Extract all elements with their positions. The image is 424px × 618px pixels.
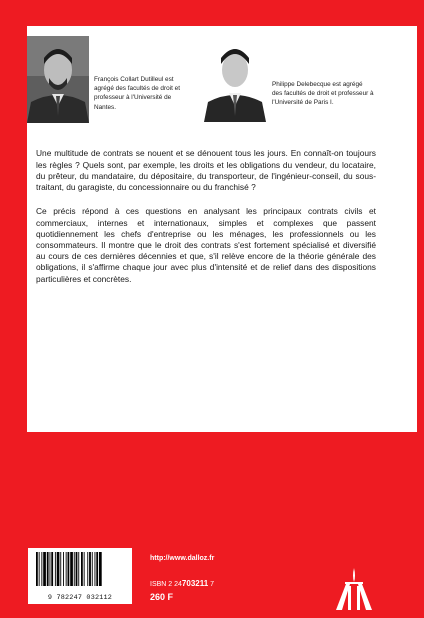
isbn-main: 703211 [181,579,209,588]
price: 260 F [150,592,174,602]
isbn-prefix: ISBN 2 24 [150,581,182,588]
isbn [150,579,214,588]
barcode-number: 9 782247 032112 [47,594,113,602]
description-paragraph-1: Une multitude de contrats se nouent et se dénouent tous les jours. En connaît-on toujours les règles ? Quels sont, par exemple, les droits et les obligations du vendeur, du locataire, du prêteur, du mandataire, du dépositaire, du transporteur, de l'ingénieur-conseil, du sous-traitant, du garagiste, du concessionnaire ou du franchisé ? [36,148,376,192]
author-photo-2 [204,38,266,122]
publisher-logo-icon [334,566,374,612]
description-paragraph-2: Ce précis répond à ces questions en analysant les principaux contrats civils et commerciaux, internes et internationaux, simples et complexes que passent quotidiennement les chefs d'entreprise ou les ménages, les professionnels ou les consommateurs. Il montre que le droit des contrats s'est fortement spécialisé et diversifié au cours de ces dernières décennies et que, s'il relève encore de la théorie générale des obligations, il s'affirme chaque jour avec plus d'intensité et de relief dans des dispositions particulières et concrètes. [36,206,376,284]
barcode-bars [34,552,126,590]
author-bio-2: Philippe Delebecque est agrégé des facultés de droit et professeur à l'Université de Paris I. [272,81,374,107]
author-bio-1: François Collart Dutilleul est agrégé des facultés de droit et professeur à l'Université de Nantes. [94,76,180,111]
author-photo-1 [27,36,89,123]
barcode [28,548,132,604]
isbn-suffix: 7 [208,581,215,588]
publisher-url: http://www.dalloz.fr [150,555,215,562]
